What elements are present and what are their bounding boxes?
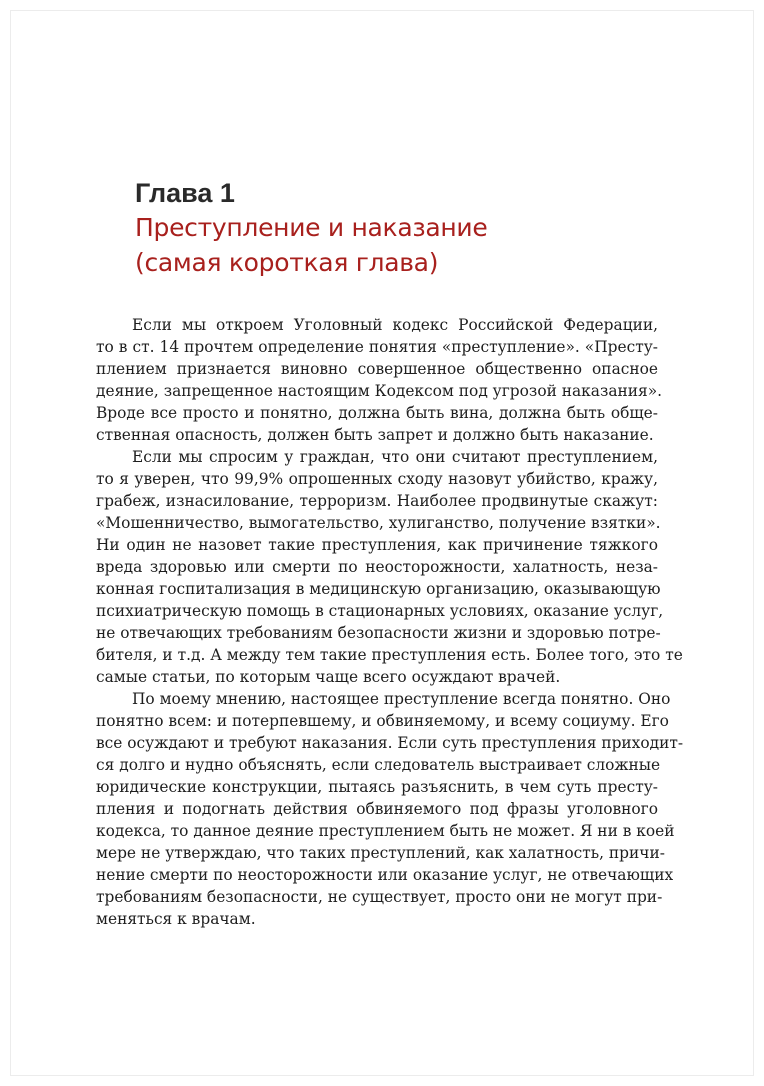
text-line: понятно всем: и потерпевшему, и обвиняемому, и всему социуму. Его xyxy=(96,712,669,730)
text-line: грабеж, изнасилование, терроризм. Наиболее продвинутые скажут: xyxy=(96,492,658,510)
text-line: юридические конструкции, пытаясь разъяснить, в чем суть престу- xyxy=(96,778,658,796)
chapter-heading xyxy=(135,176,675,280)
paragraph-3 xyxy=(96,688,684,930)
text-line: конная госпитализация в медицинскую организацию, оказывающую xyxy=(96,580,661,598)
text-line: Если мы спросим у граждан, что они считают преступлением, xyxy=(132,448,658,466)
paragraph-2 xyxy=(96,446,683,688)
text-line: не отвечающих требованиям безопасности жизни и здоровью потре- xyxy=(96,624,661,642)
text-line: мере не утверждаю, что таких преступлений, как халатность, причи- xyxy=(96,844,665,862)
chapter-title xyxy=(135,210,675,280)
text-line: меняться к врачам. xyxy=(96,910,256,928)
chapter-title-line: Преступление и наказание xyxy=(135,213,488,242)
text-line: нение смерти по неосторожности или оказание услуг, не отвечающих xyxy=(96,866,674,884)
text-line: самые статьи, по которым чаще всего осуждают врачей. xyxy=(96,668,561,686)
text-line: «Мошенничество, вымогательство, хулиганство, получение взятки». xyxy=(96,514,661,532)
paragraph-1 xyxy=(96,314,663,446)
body-text xyxy=(96,314,684,930)
text-line: то в ст. 14 прочтем определение понятия «преступление». «Престу- xyxy=(96,338,658,356)
text-line: вреда здоровью или смерти по неосторожности, халатность, неза- xyxy=(96,558,658,576)
chapter-title-line: (самая короткая глава) xyxy=(135,248,439,277)
text-line: Если мы откроем Уголовный кодекс Российской Федерации, xyxy=(132,316,658,334)
text-line: все осуждают и требуют наказания. Если суть преступления приходит- xyxy=(96,734,684,752)
text-line: Вроде все просто и понятно, должна быть вина, должна быть обще- xyxy=(96,404,658,422)
text-line: деяние, запрещенное настоящим Кодексом под угрозой наказания». xyxy=(96,382,663,400)
text-line: плением признается виновно совершенное общественно опасное xyxy=(96,360,658,378)
text-line: психиатрическую помощь в стационарных условиях, оказание услуг, xyxy=(96,602,664,620)
text-line: ся долго и нудно объяснять, если следователь выстраивает сложные xyxy=(96,756,661,774)
text-line: Ни один не назовет такие преступления, как причинение тяжкого xyxy=(96,536,658,554)
text-line: По моему мнению, настоящее преступление всегда понятно. Оно xyxy=(132,690,671,708)
text-line: бителя, и т.д. А между тем такие преступления есть. Более того, это те xyxy=(96,646,683,664)
text-line: ственная опасность, должен быть запрет и должно быть наказание. xyxy=(96,426,654,444)
chapter-number: Глава 1 xyxy=(135,178,235,208)
text-line: то я уверен, что 99,9% опрошенных сходу назовут убийство, кражу, xyxy=(96,470,658,488)
text-line: пления и подогнать действия обвиняемого под фразы уголовного xyxy=(96,800,658,818)
text-line: кодекса, то данное деяние преступлением быть не может. Я ни в коей xyxy=(96,822,675,840)
text-line: требованиям безопасности, не существует, просто они не могут при- xyxy=(96,888,663,906)
